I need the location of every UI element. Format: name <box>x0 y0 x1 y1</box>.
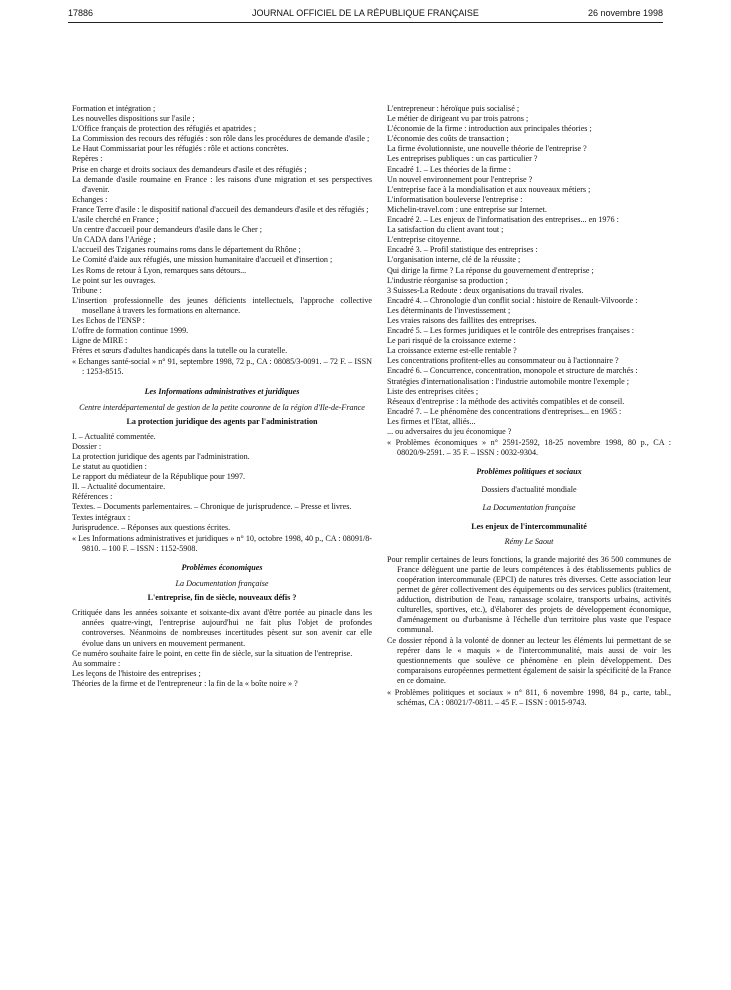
contents-line: Références : <box>72 492 113 502</box>
echanges-contents-list <box>72 104 372 356</box>
left-column <box>72 104 372 689</box>
contents-line: Textes intégraux : <box>72 512 131 522</box>
echanges-reference: « Echanges santé-social » n° 91, septembre 1998, 72 p., CA : 08085/3-0091. – 72 F. – ISSN : 1253-8515. <box>72 357 372 377</box>
article-title-protection: La protection juridique des agents par l'administration <box>126 416 318 426</box>
contents-line: Qui dirige la firme ? La réponse du gouvernement d'entreprise ; <box>387 265 594 275</box>
contents-line: L'entrepreneur : héroïque puis socialisé ; <box>387 104 520 113</box>
informations-reference: « Les Informations administratives et juridiques » n° 10, octobre 1998, 40 p., CA : 08091/8-9810. – 100 F. – ISSN : 1152-5908. <box>72 533 372 553</box>
section-heading-problemes-economiques: Problèmes économiques <box>181 562 263 572</box>
right-column <box>387 104 671 709</box>
contents-line: Les firmes et l'Etat, alliés... <box>387 416 476 426</box>
section-publisher-cig: Centre interdépartemental de gestion de la petite couronne de la région d'Ile-de-France <box>79 402 365 412</box>
journal-title: JOURNAL OFFICIEL DE LA RÉPUBLIQUE FRANÇAISE <box>252 8 479 18</box>
contents-line: Repères : <box>72 154 103 164</box>
contents-line: Jurisprudence. – Réponses aux questions écrites. <box>72 522 231 532</box>
contents-line: La firme évolutionniste, une nouvelle théorie de l'entreprise ? <box>387 144 587 154</box>
problemes-politiques-reference: « Problèmes politiques et sociaux » n° 811, 6 novembre 1998, 84 p., carte, tabl., schémas, CA : 08021/7-0811. – 45 F. – ISSN : 0015-9743. <box>387 687 671 708</box>
contents-line: France Terre d'asile : le dispositif national d'accueil des demandeurs d'asile et des réfugiés ; <box>72 204 369 214</box>
entreprise-contents-start <box>72 659 372 689</box>
contents-line: Un centre d'accueil pour demandeurs d'asile dans le Cher ; <box>72 225 262 235</box>
contents-line: L'industrie réorganise sa production ; <box>387 275 508 285</box>
contents-line: Michelin-travel.com : une entreprise sur Internet. <box>387 204 547 214</box>
contents-line: Au sommaire : <box>72 658 121 668</box>
contents-line: Un CADA dans l'Ariège ; <box>72 235 156 245</box>
contents-line: Le métier de dirigeant vu par trois patrons ; <box>387 114 529 124</box>
page-number: 17886 <box>68 8 94 18</box>
contents-line: Le Comité d'aide aux réfugiés, une mission humanitaire d'accueil et d'insertion ; <box>72 255 333 265</box>
contents-line: 3 Suisses-La Redoute : deux organisations du travail rivales. <box>387 285 584 295</box>
abstract-paragraph: Pour remplir certaines de leurs fonctions, la grande majorité des 36 500 communes de France délèguent une partie de leurs compétences à des établissements publics de coopération intercommunale (EPCI) de natures très diverses. Cette association leur permet de gérer collectivement des équipements ou des services publics (traitement, adduction, distribution de l'eau, ramassage scolaire, transports urbains, activités culturelles, sportives, etc.), d'élaborer des projets de développement économique, d'aménagement ou d'urbanisme à l'échelle d'un territoire plus vaste que l'espace communal. <box>387 554 671 635</box>
article-title-intercommunalite: Les enjeux de l'intercommunalité <box>471 521 587 531</box>
contents-line: Encadré 7. – Le phénomène des concentrations d'entreprises... en 1965 : <box>387 406 622 416</box>
contents-line: L'insertion professionnelle des jeunes déficients intellectuels, l'approche collective mosellane à travers les formations en alternance. <box>72 295 372 315</box>
contents-line: Liste des entreprises citées ; <box>387 386 479 396</box>
contents-line: Encadré 6. – Concurrence, concentration, monopole et structure de marchés : <box>387 366 638 376</box>
contents-line: Encadré 1. – Les théories de la firme : <box>387 164 511 174</box>
intercommunalite-abstract <box>387 555 671 686</box>
contents-line: Stratégies d'internationalisation : l'industrie automobile montre l'exemple ; <box>387 376 629 386</box>
contents-line: Tribune : <box>72 285 102 295</box>
series-title: Dossiers d'actualité mondiale <box>481 485 577 495</box>
entreprise-abstract <box>72 608 372 658</box>
contents-line: Formation et intégration ; <box>72 104 156 113</box>
contents-line: Les Roms de retour à Lyon, remarques sans détours... <box>72 265 247 275</box>
contents-line: II. – Actualité documentaire. <box>72 482 166 492</box>
protection-contents-list <box>72 432 372 533</box>
contents-line: L'Office français de protection des réfugiés et apatrides ; <box>72 124 257 134</box>
header-rule <box>68 22 663 23</box>
contents-line: L'entreprise face à la mondialisation et aux nouveaux métiers ; <box>387 184 591 194</box>
section-heading-informations: Les Informations administratives et juridiques <box>144 386 300 396</box>
contents-line: Les déterminants de l'investissement ; <box>387 305 511 315</box>
section-publisher-docfr: La Documentation française <box>175 579 269 589</box>
abstract-paragraph: Critiquée dans les années soixante et soixante-dix avant d'être portée au pinacle dans les années quatre-vingt, l'entreprise aujourd'hui ne fait plus l'objet de profondes controverses. Néanmoins de nombreuses incertitudes pèsent sur son avenir car elle évolue dans un univers en mouvement permanent. <box>72 608 372 648</box>
contents-line: La croissance externe est-elle rentable ? <box>387 346 517 356</box>
contents-line: Encadré 2. – Les enjeux de l'informatisation des entreprises... en 1976 : <box>387 215 619 225</box>
contents-line: Encadré 5. – Les formes juridiques et le contrôle des entreprises françaises : <box>387 326 635 336</box>
contents-line: L'économie de la firme : introduction aux principales théories ; <box>387 124 592 134</box>
contents-line: Les leçons de l'histoire des entreprises ; <box>72 668 201 678</box>
contents-line: Les entreprises publiques : un cas particulier ? <box>387 154 538 164</box>
article-author: Rémy Le Saout <box>504 536 554 546</box>
contents-line: Encadré 4. – Chronologie d'un conflit social : histoire de Renault-Vilvoorde : <box>387 295 638 305</box>
contents-line: Les vraies raisons des faillites des entreprises. <box>387 315 537 325</box>
contents-line: Réseaux d'entreprise : la méthode des activités compatibles et de conseil. <box>387 396 625 406</box>
contents-line: Le statut au quotidien : <box>72 462 147 472</box>
contents-line: Les nouvelles dispositions sur l'asile ; <box>72 114 195 124</box>
contents-line: Les concentrations profitent-elles au consommateur ou à l'actionnaire ? <box>387 356 619 366</box>
contents-line: La demande d'asile roumaine en France : les raisons d'une migration et ses perspectives d'avenir. <box>72 174 372 194</box>
contents-line: La satisfaction du client avant tout ; <box>387 225 504 235</box>
contents-line: Le pari risqué de la croissance externe : <box>387 336 516 346</box>
contents-line: L'offre de formation continue 1999. <box>72 326 189 336</box>
problemes-economiques-reference: « Problèmes économiques » n° 2591-2592, 18-25 novembre 1998, 80 p., CA : 08020/9-2591. – 35 F. – ISSN : 0032-9304. <box>387 438 671 458</box>
contents-line: Prise en charge et droits sociaux des demandeurs d'asile et des réfugiés ; <box>72 164 307 174</box>
contents-line: I. – Actualité commentée. <box>72 431 156 441</box>
contents-line: Encadré 3. – Profil statistique des entreprises : <box>387 245 538 255</box>
contents-line: L'économie des coûts de transaction ; <box>387 134 509 144</box>
article-title-entreprise: L'entreprise, fin de siècle, nouveaux défis ? <box>147 593 297 603</box>
contents-line: L'informatisation bouleverse l'entreprise : <box>387 194 523 204</box>
contents-line: Dossier : <box>72 441 102 451</box>
contents-line: Les Echos de l'ENSP : <box>72 315 145 325</box>
contents-line: Echanges : <box>72 194 108 204</box>
contents-line: ... ou adversaires du jeu économique ? <box>387 427 512 436</box>
abstract-paragraph: Ce numéro souhaite faire le point, en cette fin de siècle, sur la situation de l'entreprise. <box>72 648 353 658</box>
section-publisher-docfr-right: La Documentation française <box>482 503 576 513</box>
contents-line: Le Haut Commissariat pour les réfugiés : rôle et actions concrètes. <box>72 144 289 154</box>
contents-line: Le point sur les ouvrages. <box>72 275 156 285</box>
contents-line: L'organisation interne, clé de la réussite ; <box>387 255 521 265</box>
contents-line: Frères et sœurs d'adultes handicapés dans la tutelle ou la curatelle. <box>72 346 288 356</box>
contents-line: Le rapport du médiateur de la République pour 1997. <box>72 472 246 482</box>
abstract-paragraph: Ce dossier répond à la volonté de donner au lecteur les éléments lui permettant de se repérer dans le « maquis » de l'intercommunalité, mais aussi de voir les questionnements que soulève ce phénomène en plein développement. Des comparaisons européennes permettent également de saisir la spécificité de la France en ce domaine. <box>387 635 671 685</box>
contents-line: La protection juridique des agents par l'administration. <box>72 452 250 461</box>
issue-date: 26 novembre 1998 <box>587 8 663 18</box>
contents-line: L'asile cherché en France ; <box>72 215 159 225</box>
entreprise-contents-list <box>387 104 671 437</box>
contents-line: L'accueil des Tziganes roumains roms dans le département du Rhône ; <box>72 245 301 255</box>
contents-line: Ligne de MIRE : <box>72 336 128 346</box>
section-heading-problemes-politiques: Problèmes politiques et sociaux <box>476 467 582 477</box>
contents-line: Textes. – Documents parlementaires. – Chronique de jurisprudence. – Presse et livres. <box>72 502 352 512</box>
contents-line: Un nouvel environnement pour l'entreprise ? <box>387 174 533 184</box>
contents-line: La Commission des recours des réfugiés : son rôle dans les procédures de demande d'asile ; <box>72 134 370 144</box>
page-header <box>68 8 663 22</box>
contents-line: L'entreprise citoyenne. <box>387 235 462 245</box>
contents-line: Théories de la firme et de l'entrepreneur : la fin de la « boîte noire » ? <box>72 678 298 688</box>
